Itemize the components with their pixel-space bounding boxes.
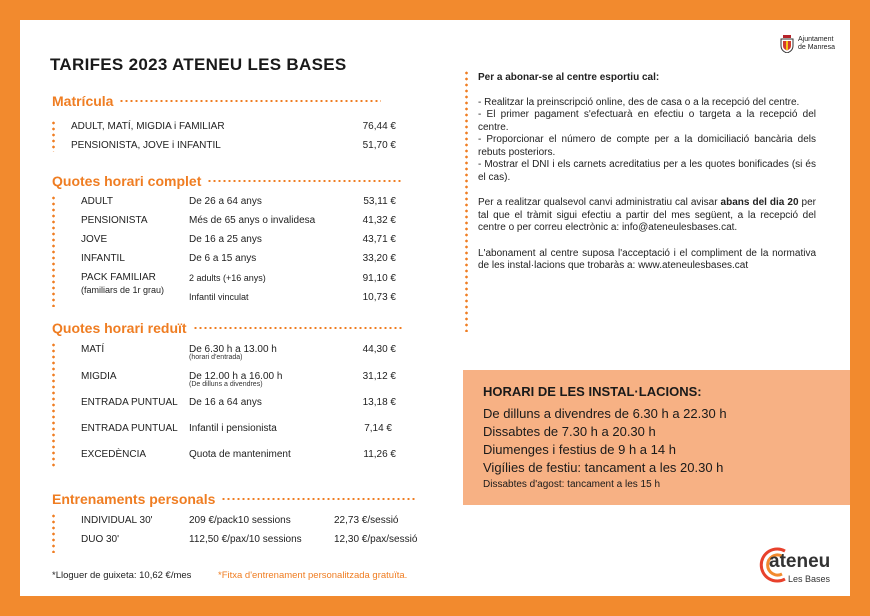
complet-row-desc: De 26 a 64 anys <box>189 196 262 207</box>
complet-heading <box>52 173 403 189</box>
ajuntament-logo <box>780 35 835 53</box>
complet-row-price: 33,20 € <box>362 253 396 264</box>
hours-box <box>463 370 850 505</box>
complet-heading-label: Quotes horari complet <box>52 173 202 189</box>
info-regulation-paragraph: L'abonament al centre suposa l'acceptació i el compliment de la normativa de les instal·lacions que trobaràs a: www.ateneulesbases.cat <box>478 247 816 271</box>
ajuntament-line2: de Manresa <box>798 44 835 51</box>
complet-row-desc: Més de 65 anys o invalidesa <box>189 215 316 226</box>
pack-familiar-title: PACK FAMILIAR <box>81 272 156 283</box>
reduit-row-price: 13,18 € <box>362 397 396 408</box>
info-admin-post: per tal que el tràmit sigui efectiu a partir del mes següent, a la recepció del centre o per correu electrònic a: info@ateneulesbases.cat. <box>478 197 816 233</box>
tariff-card <box>20 20 850 596</box>
complet-row-price: 53,11 € <box>363 196 396 207</box>
complet-row-label: PENSIONISTA <box>81 215 148 226</box>
reduit-row-price: 7,14 € <box>364 423 392 434</box>
reduit-row-desc-text: De 6.30 h a 13.00 h <box>189 344 277 355</box>
pack-familiar-price1: 91,10 € <box>362 273 396 284</box>
reduit-row-price: 31,12 € <box>362 371 396 382</box>
ajuntament-line1: Ajuntament <box>798 36 834 43</box>
section-dots <box>52 342 55 467</box>
reduit-row-desc: Quota de manteniment <box>189 449 291 460</box>
reduit-heading <box>52 320 403 336</box>
pack-familiar-desc2: Infantil vinculat <box>189 292 249 302</box>
personals-row-price: 12,30 €/pax/sessió <box>334 534 418 545</box>
reduit-row-price: 44,30 € <box>362 344 396 355</box>
hours-line: Vigílies de festiu: tancament a les 20.30 h <box>483 460 724 475</box>
info-bullet: - Realitzar la preinscripció online, des de casa o a la recepció del centre. <box>478 96 800 108</box>
reduit-row-note: (De dilluns a divendres) <box>189 381 263 388</box>
info-heading: Per a abonar-se al centre esportiu cal: <box>478 72 660 83</box>
hours-line: De dilluns a divendres de 6.30 h a 22.30 h <box>483 406 727 421</box>
personals-row-desc: 112,50 €/pax/10 sessions <box>189 534 302 545</box>
info-column <box>478 72 816 283</box>
complet-row-label: JOVE <box>81 234 108 245</box>
heading-dots <box>221 498 417 500</box>
reduit-row-desc <box>189 344 277 361</box>
personals-row-desc: 209 €/pack10 sessions <box>189 515 291 526</box>
personals-row-price: 22,73 €/sessió <box>334 515 399 526</box>
complet-row-label: ADULT <box>81 196 114 207</box>
section-dots <box>52 195 55 307</box>
footnote-training: *Fitxa d'entrenament personalitzada gratuïta. <box>218 570 408 581</box>
reduit-row-label: ENTRADA PUNTUAL <box>81 423 178 434</box>
matricula-row-price: 76,44 € <box>362 121 396 132</box>
coat-of-arms-icon <box>780 35 794 53</box>
ateneu-logo-sub: Les Bases <box>788 574 831 584</box>
reduit-row-label: MIGDIA <box>81 371 117 382</box>
pack-familiar-sub: (familiars de 1r grau) <box>81 285 165 295</box>
complet-row-label: INFANTIL <box>81 253 125 264</box>
section-dots <box>52 513 55 553</box>
reduit-row-desc-text: De 12.00 h a 16.00 h <box>189 371 283 382</box>
info-bullet: - Proporcionar el número de compte per a la domiciliació bancària dels rebuts posteriors. <box>478 134 816 158</box>
info-admin-paragraph <box>478 197 816 235</box>
matricula-heading-label: Matrícula <box>52 93 114 109</box>
complet-row-desc: De 6 a 15 anys <box>189 253 257 264</box>
personals-heading <box>52 491 417 507</box>
complet-row-desc: De 16 a 25 anys <box>189 234 262 245</box>
reduit-row-desc <box>189 371 282 388</box>
reduit-row-note: (horari d'entrada) <box>189 354 243 361</box>
matricula-row-label: ADULT, MATÍ, MIGDIA i FAMILIAR <box>71 121 225 132</box>
info-admin-bold: abans del dia 20 <box>720 197 799 208</box>
personals-heading-label: Entrenaments personals <box>52 491 216 507</box>
section-dots <box>52 120 55 152</box>
complet-row-price: 43,71 € <box>362 234 396 245</box>
hours-line: Diumenges i festius de 9 h a 14 h <box>483 442 676 457</box>
matricula-row-label: PENSIONISTA, JOVE i INFANTIL <box>71 140 221 151</box>
heading-dots <box>193 327 403 329</box>
info-dots <box>465 70 468 332</box>
reduit-row-label: ENTRADA PUNTUAL <box>81 397 178 408</box>
reduit-row-desc: De 16 a 64 anys <box>189 397 262 408</box>
personals-row-label: DUO 30' <box>81 534 120 545</box>
heading-dots <box>119 100 381 102</box>
matricula-heading <box>52 93 381 109</box>
info-admin-pre: Per a realitzar qualsevol canvi administratiu cal avisar <box>478 197 721 208</box>
reduit-row-label: EXCEDÈNCIA <box>81 449 147 460</box>
ateneu-logo-name: ateneu <box>769 551 831 572</box>
hours-line: Dissabtes de 7.30 h a 20.30 h <box>483 424 656 439</box>
personals-row-label: INDIVIDUAL 30' <box>81 515 153 526</box>
pack-familiar-price2: 10,73 € <box>362 292 396 303</box>
reduit-row-desc: Infantil i pensionista <box>189 423 277 434</box>
reduit-row-label: MATÍ <box>81 344 105 355</box>
info-bullet: - Mostrar el DNI i els carnets acreditatius per a les quotes bonificades (si és el cas). <box>478 159 816 183</box>
reduit-row-price: 11,26 € <box>363 449 396 460</box>
pack-familiar-label <box>81 272 164 296</box>
pack-familiar-desc1: 2 adults (+16 anys) <box>189 273 266 283</box>
heading-dots <box>207 180 403 182</box>
complet-row-price: 41,32 € <box>362 215 396 226</box>
page-title: TARIFES 2023 ATENEU LES BASES <box>50 55 347 74</box>
hours-title: HORARI DE LES INSTAL·LACIONS: <box>483 384 702 399</box>
hours-august-note: Dissabtes d'agost: tancament a les 15 h <box>483 479 661 490</box>
reduit-heading-label: Quotes horari reduït <box>52 320 187 336</box>
info-bullet: - El primer pagament s'efectuarà en efectiu o targeta a la recepció del centre. <box>478 109 816 133</box>
footnote-locker: *Lloguer de guixeta: 10,62 €/mes <box>52 570 192 581</box>
matricula-row-price: 51,70 € <box>362 140 396 151</box>
